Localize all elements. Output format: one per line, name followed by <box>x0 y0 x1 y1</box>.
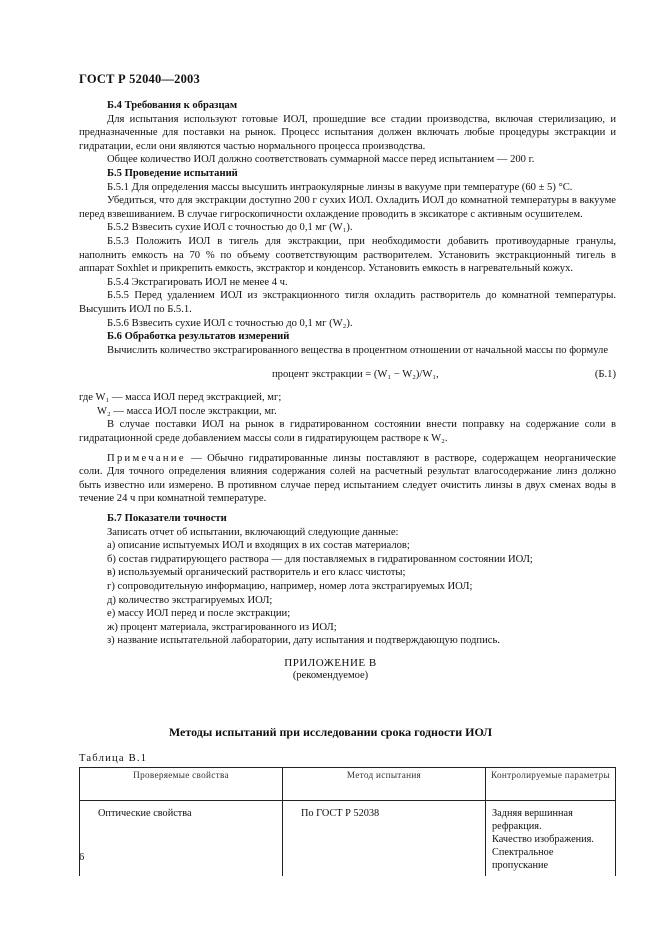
formula-block <box>79 360 616 390</box>
paragraph: Б.5.6 Взвесить сухие ИОЛ с точностью до 0,1 мг (W₂). <box>107 317 353 329</box>
formula-legend: W₂ — масса ИОЛ после экстракции, мг. <box>97 405 277 417</box>
document-body <box>79 99 616 648</box>
paragraph: Для испытания используют готовые ИОЛ, прошедшие все стадии производства, включая стерилизацию, и предназначенные для поставки на рынок. Процесс испытания должен включать любые процедуры экстракции и гидратации, если они являются частью нормального процесса производства. <box>79 113 616 152</box>
table-row <box>80 801 616 877</box>
param-line: Задняя вершинная рефракция. <box>492 808 573 832</box>
section-heading-b5: Б.5 Проведение испытаний <box>107 167 238 179</box>
formula-number: (Б.1) <box>594 369 616 381</box>
formula: процент экстракции = (W₁ − W₂)/W₁, <box>272 369 439 381</box>
paragraph: Записать отчет об испытании, включающий следующие данные: <box>107 526 399 538</box>
column-header: Метод испытания <box>283 768 486 801</box>
section-heading-b6: Б.6 Обработка результатов измерений <box>107 331 290 343</box>
paragraph: Б.5.3 Положить ИОЛ в тигель для экстракции, при необходимости добавить противоударные гранулы, наполнить емкость на 70 % по объему соответствующим растворителем. Установить экстракционный тигель в аппарат Soxhlet и прикрепить емкость, экстрактор и конденсор. Установить емкость в нагревательный кожух. <box>79 235 616 275</box>
column-header: Проверяемые свойства <box>80 768 283 801</box>
table-cell <box>486 801 616 877</box>
table-header-row <box>80 768 616 801</box>
list-item: б) состав гидратирующего раствора — для поставляемых в гидратированном состоянии ИОЛ; <box>107 553 533 565</box>
paragraph: Б.5.1 Для определения массы высушить интраокулярные линзы в вакууме при температуре (60 ± 5) °С. <box>107 181 573 193</box>
paragraph: Б.5.2 Взвесить сухие ИОЛ с точностью до 0,1 мг (W₁). <box>107 222 353 234</box>
param-line: Спектральное пропускание <box>492 847 554 871</box>
formula-legend: где W₁ — масса ИОЛ перед экстракцией, мг; <box>79 392 282 404</box>
appendix-subtitle: (рекомендуемое) <box>292 670 369 681</box>
appendix-title: ПРИЛОЖЕНИЕ В <box>284 657 377 669</box>
section-heading-b7: Б.7 Показатели точности <box>107 513 227 525</box>
note-label: Примечание <box>107 452 186 464</box>
list-item: а) описание испытуемых ИОЛ и входящих в их состав материалов; <box>107 540 410 552</box>
paragraph: Убедиться, что для экстракции доступно 200 г сухих ИОЛ. Охладить ИОЛ до комнатной температуры в вакууме перед взвешиванием. В случае гигроскопичности охлаждение проводить в эксикаторе с активным осушителем. <box>79 195 616 220</box>
paragraph: Б.5.5 Перед удалением ИОЛ из экстракционного тигля охладить растворитель до комнатной температуры. Высушить ИОЛ по Б.5.1. <box>79 290 616 315</box>
note <box>79 452 616 506</box>
list-item: г) сопроводительную информацию, например, номер лота экстрагируемых ИОЛ; <box>107 581 473 592</box>
param-line: Качество изображения. <box>492 834 594 845</box>
paragraph: Общее количество ИОЛ должно соответствовать суммарной массе перед испытанием — 200 г. <box>107 154 535 166</box>
paragraph: Вычислить количество экстрагированного вещества в процентном отношении от начальной массы по формуле <box>107 344 609 356</box>
note-text: — Обычно гидратированные линзы поставляют в растворе, содержащем неорганические соли. Для точного определения влияния содержания солей на расчетный результат влагосодержание линз должно быть известно или измерено. В противном случае перед испытанием следует очистить линзы в двух сменах воды в течение 24 ч при комнатной температуре. <box>79 452 616 505</box>
methods-title: Методы испытаний при исследовании срока годности ИОЛ <box>168 725 493 739</box>
column-header: Контролируемые параметры <box>486 768 616 801</box>
list-item: ж) процент материала, экстрагированного из ИОЛ; <box>107 621 337 633</box>
paragraph: Б.5.4 Экстрагировать ИОЛ не менее 4 ч. <box>107 276 288 288</box>
section-heading-b4: Б.4 Требования к образцам <box>107 100 238 111</box>
table-cell: По ГОСТ Р 52038 <box>283 801 486 877</box>
list-item: е) массу ИОЛ перед и после экстракции; <box>107 608 291 620</box>
methods-table <box>79 767 616 876</box>
list-item: в) используемый органический растворитель и его класс чистоты; <box>107 567 406 579</box>
document-header: ГОСТ Р 52040—2003 <box>79 72 200 86</box>
list-item: д) количество экстрагируемых ИОЛ; <box>107 594 273 606</box>
list-item: з) название испытательной лаборатории, дату испытания и подтверждающую подпись. <box>107 635 500 647</box>
page-number: 6 <box>79 852 85 863</box>
table-cell: Оптические свойства <box>80 801 283 877</box>
paragraph: В случае поставки ИОЛ на рынок в гидратированном состоянии внести поправку на содержание соли в гидратационной среде добавлением массы соли в гидратирующем растворе к W₂. <box>79 419 616 445</box>
table-caption: Таблица В.1 <box>79 753 148 764</box>
